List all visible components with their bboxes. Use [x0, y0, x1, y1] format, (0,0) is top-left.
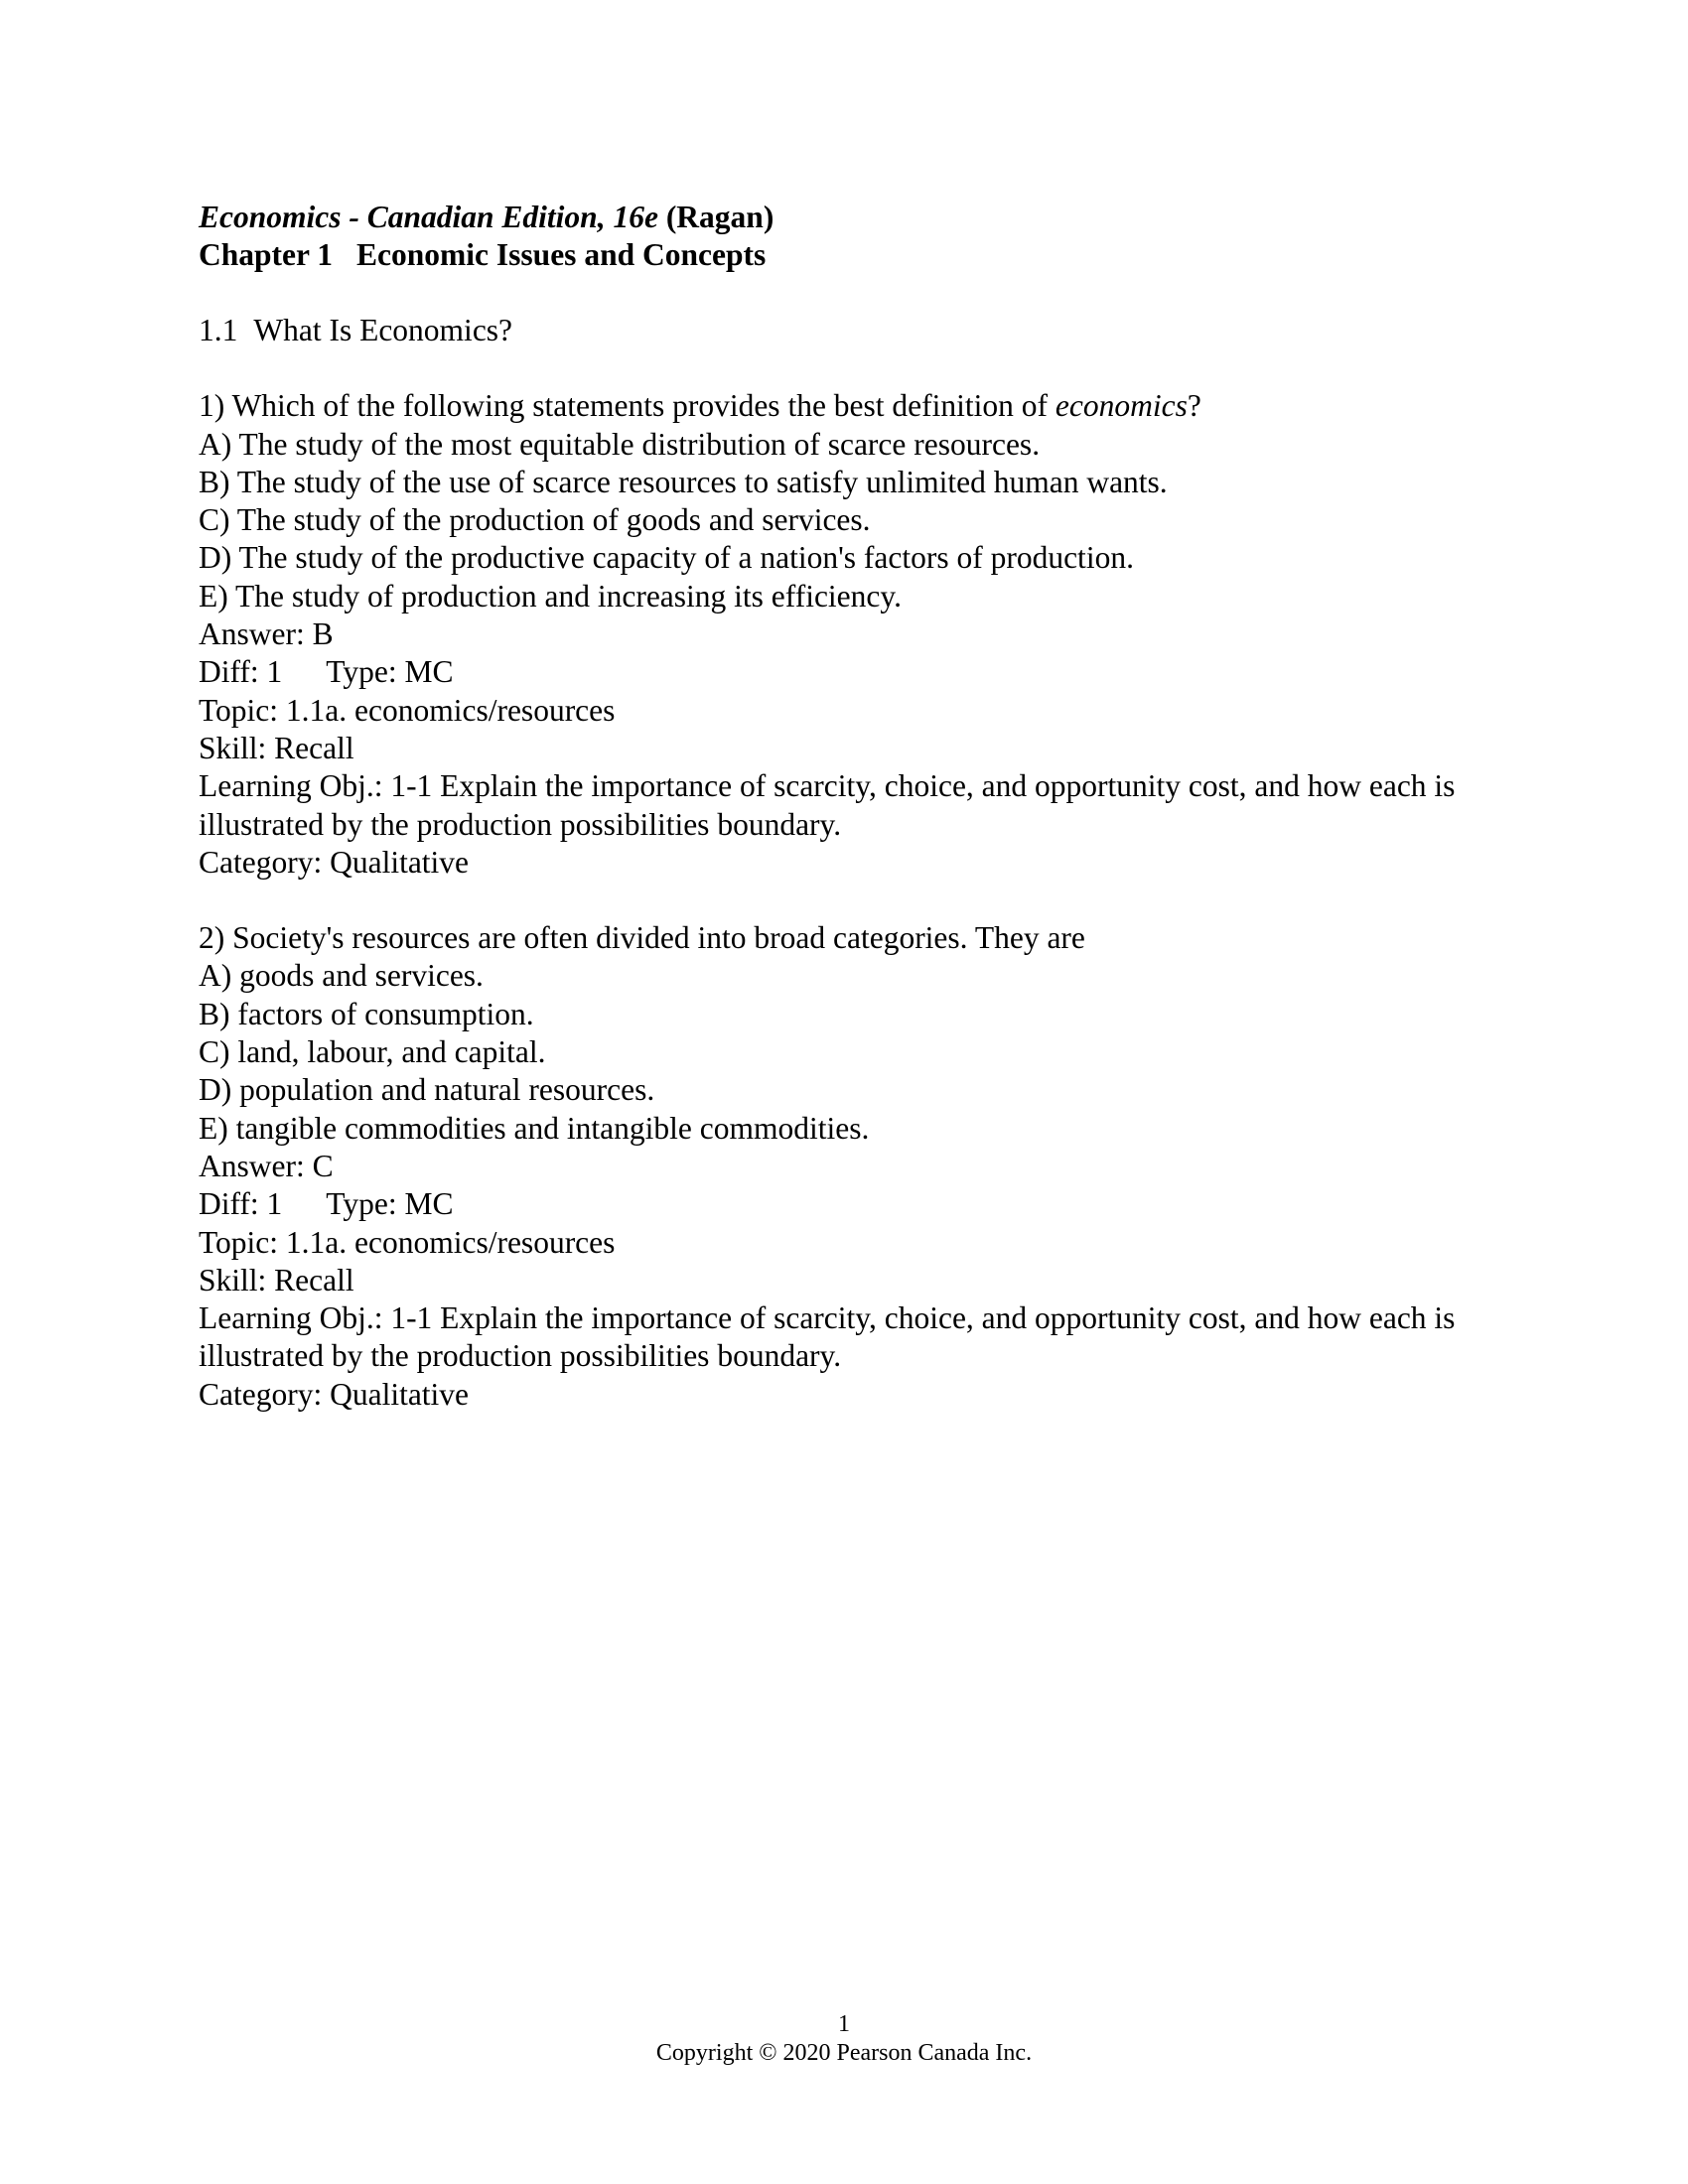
- question-stem-text: Society's resources are often divided into broad categories. They are: [232, 920, 1085, 956]
- book-title-line: [199, 199, 1509, 236]
- learning-objective: Learning Obj.: 1-1 Explain the importance of scarcity, choice, and opportunity cost, and how each is illustrated by the production possibilities boundary.: [199, 1300, 1456, 1374]
- question-stem-italic: economics: [1055, 388, 1188, 424]
- learning-objective: Learning Obj.: 1-1 Explain the importance of scarcity, choice, and opportunity cost, and how each is illustrated by the production possibilities boundary.: [199, 768, 1456, 842]
- question-stem: [199, 919, 1509, 957]
- question-stem: [199, 387, 1509, 425]
- copyright-notice: Copyright © 2020 Pearson Canada Inc.: [655, 2040, 1033, 2066]
- chapter-title: Economic Issues and Concepts: [356, 237, 767, 272]
- question-type: Type: MC: [326, 1186, 454, 1222]
- question-number: 2): [199, 920, 225, 956]
- question-stem-text: Which of the following statements provides the best definition of: [231, 388, 1055, 424]
- difficulty: Diff: 1: [199, 1186, 283, 1222]
- option-c: C) land, labour, and capital.: [199, 1034, 546, 1070]
- answer: Answer: C: [199, 1148, 334, 1183]
- chapter-label: Chapter 1: [199, 237, 334, 272]
- topic: Topic: 1.1a. economics/resources: [199, 692, 616, 728]
- option-e: E) The study of production and increasing its efficiency.: [199, 578, 902, 614]
- question-stem-end: ?: [1187, 388, 1201, 424]
- option-a: A) goods and services.: [199, 958, 484, 994]
- answer: Answer: B: [199, 616, 334, 652]
- page-number: 1: [838, 2011, 850, 2037]
- diff-type-line: [199, 653, 1509, 691]
- difficulty: Diff: 1: [199, 654, 283, 690]
- skill: Skill: Recall: [199, 730, 354, 765]
- section-title: What Is Economics?: [253, 313, 513, 347]
- question-2: [199, 919, 1509, 1414]
- question-number: 1): [199, 388, 225, 424]
- category: Category: Qualitative: [199, 844, 470, 880]
- book-title: Economics - Canadian Edition, 16e: [199, 200, 658, 234]
- diff-type-line: [199, 1185, 1509, 1223]
- section-number: 1.1: [199, 313, 238, 347]
- option-b: B) The study of the use of scarce resources to satisfy unlimited human wants.: [199, 464, 1168, 499]
- option-d: D) population and natural resources.: [199, 1072, 655, 1108]
- option-d: D) The study of the productive capacity of a nation's factors of production.: [199, 540, 1134, 576]
- page-content: [199, 199, 1509, 1414]
- section-heading: [199, 312, 1509, 349]
- option-a: A) The study of the most equitable distribution of scarce resources.: [199, 426, 1041, 462]
- category: Category: Qualitative: [199, 1376, 470, 1412]
- option-e: E) tangible commodities and intangible commodities.: [199, 1110, 870, 1146]
- topic: Topic: 1.1a. economics/resources: [199, 1224, 616, 1260]
- book-author: (Ragan): [665, 200, 774, 234]
- option-c: C) The study of the production of goods and services.: [199, 502, 871, 538]
- question-1: [199, 387, 1509, 882]
- skill: Skill: Recall: [199, 1262, 354, 1297]
- option-b: B) factors of consumption.: [199, 996, 534, 1031]
- question-type: Type: MC: [326, 654, 454, 690]
- chapter-title-line: [199, 236, 1509, 274]
